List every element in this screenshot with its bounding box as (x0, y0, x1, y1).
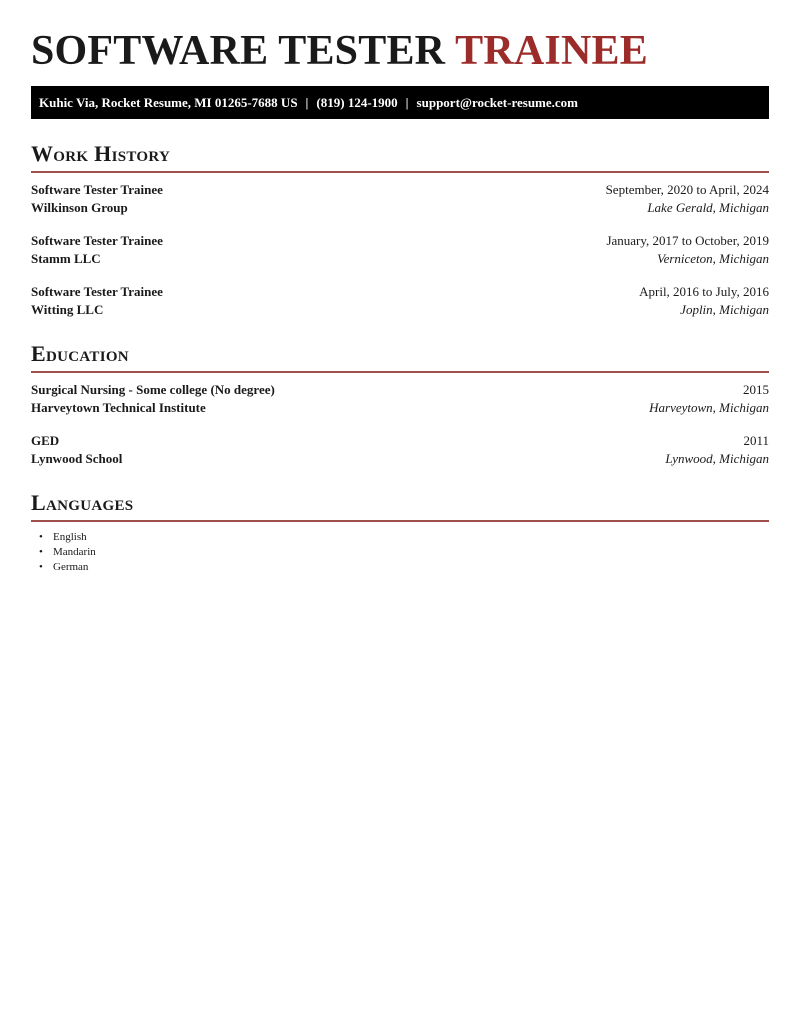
education-year: 2015 (743, 382, 769, 397)
job-title: Software Tester Trainee (31, 284, 163, 299)
section-divider (31, 520, 769, 522)
work-entry (31, 232, 769, 268)
list-item (39, 545, 769, 560)
education-location: Lynwood, Michigan (665, 451, 769, 466)
job-location: Joplin, Michigan (680, 302, 769, 317)
contact-separator: | (305, 95, 309, 110)
language-name: English (53, 531, 87, 543)
education-year: 2011 (743, 433, 769, 448)
education-degree: Surgical Nursing - Some college (No degree) (31, 382, 275, 397)
languages-heading: Languages (31, 490, 134, 515)
languages-list (31, 530, 769, 575)
job-title: Software Tester Trainee (31, 182, 163, 197)
education-heading: Education (31, 341, 129, 366)
job-dates: September, 2020 to April, 2024 (605, 182, 769, 197)
section-divider (31, 171, 769, 173)
job-company: Wilkinson Group (31, 200, 128, 215)
language-name: Mandarin (53, 546, 96, 558)
work-entry (31, 283, 769, 319)
resume-page (31, 0, 769, 575)
section-divider (31, 371, 769, 373)
title-accent: TRAINEE (455, 28, 648, 74)
job-dates: January, 2017 to October, 2019 (606, 233, 769, 248)
education-section (31, 341, 769, 468)
contact-email: support@rocket-resume.com (416, 95, 578, 110)
language-name: German (53, 561, 89, 573)
contact-separator: | (405, 95, 409, 110)
job-company: Witting LLC (31, 302, 104, 317)
education-location: Harveytown, Michigan (649, 400, 769, 415)
job-title: Software Tester Trainee (31, 233, 163, 248)
bullet-icon: • (39, 546, 43, 558)
education-entry (31, 432, 769, 468)
page-title (31, 0, 769, 86)
contact-phone: (819) 124-1900 (316, 95, 398, 110)
job-location: Verniceton, Michigan (657, 251, 769, 266)
title-main: SOFTWARE TESTER (31, 28, 446, 74)
contact-address: Kuhic Via, Rocket Resume, MI 01265-7688 US (39, 95, 298, 110)
work-history-section (31, 141, 769, 319)
work-entry (31, 181, 769, 217)
education-school: Harveytown Technical Institute (31, 400, 206, 415)
work-history-heading: Work History (31, 141, 171, 166)
bullet-icon: • (39, 531, 43, 543)
bullet-icon: • (39, 561, 43, 573)
education-degree: GED (31, 433, 60, 448)
job-dates: April, 2016 to July, 2016 (639, 284, 769, 299)
job-company: Stamm LLC (31, 251, 101, 266)
job-location: Lake Gerald, Michigan (647, 200, 769, 215)
languages-section (31, 490, 769, 575)
list-item (39, 560, 769, 575)
education-school: Lynwood School (31, 451, 123, 466)
contact-bar (31, 86, 769, 119)
list-item (39, 530, 769, 545)
education-entry (31, 381, 769, 417)
